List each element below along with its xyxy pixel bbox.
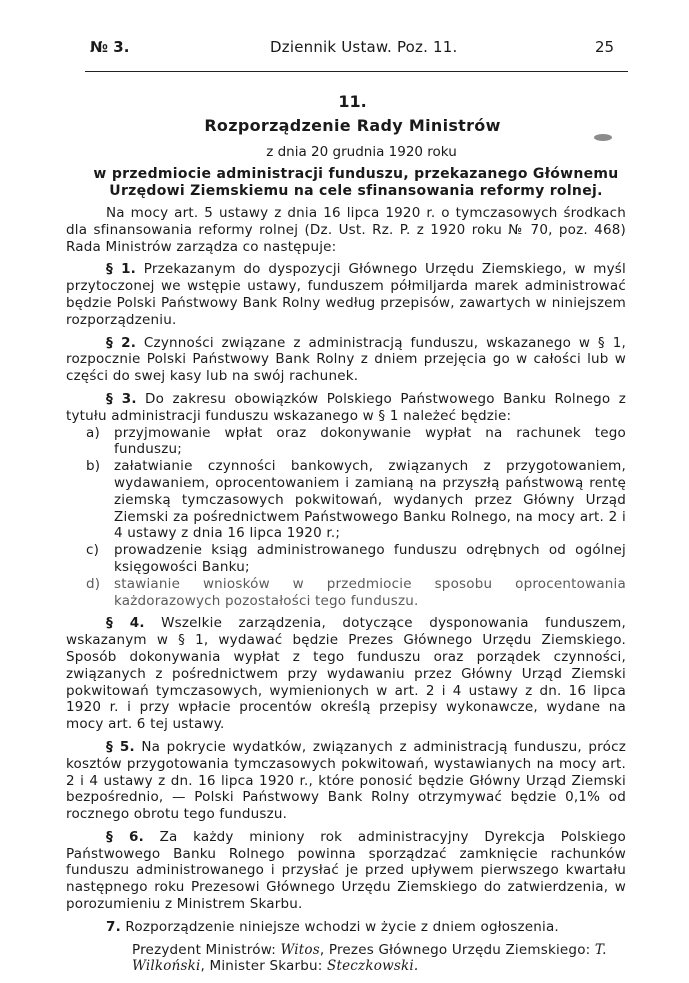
list-item <box>66 458 626 542</box>
list-item-text: stawianie wniosków w przedmiocie sposobu oprocentowania każdorazowych pozostałości tego funduszu. <box>114 575 626 609</box>
document-body <box>66 205 626 975</box>
signature-text: , Minister Skarbu: <box>200 958 323 975</box>
signature-lead: Prezydent Ministrów: <box>132 941 276 958</box>
section-text: Wszelkie zarządzenia, dotyczące dysponowania funduszem, wskazanym w § 1, wydawać będzie Prezes Głównego Urzędu Ziemskiego. Sposób dokonywania wypłat z tego funduszu oraz porządek czynności, związanych z pośrednictwem przy wydawaniu przez Główny Urząd Ziemski pokwitowań tymczasowych, wymienionych w art. 2 i 4 ustawy z dn. 16 lipca 1920 r. i przy wpłacie procentów określą przepisy wykonawcze, wydane na mocy art. 6 tej ustawy. <box>66 615 626 733</box>
list-item <box>66 542 626 576</box>
section-text: Za każdy miniony rok administracyjny Dyrekcja Polskiego Państwowego Banku Rolnego powinna sporządzać zamknięcie rachunków funduszu administrowanego i przysłać je przed upływem pierwszego kwartału następnego roku Prezesowi Głównego Urzędu Ziemskiego do zatwierdzenia, w porozumieniu z Ministrem Skarbu. <box>66 828 627 913</box>
list-item-text: prowadzenie ksiąg administrowanego funduszu odrębnych od ogólnej księgowości Banku; <box>114 542 626 575</box>
signature-prime-minister: Witos <box>280 941 320 958</box>
section-text: Do zakresu obowiązków Polskiego Państwowego Banku Rolnego z tytułu administracji funduszu wskazanego w § 1 należeć będzie: <box>66 390 626 424</box>
section-text: Rozporządzenie niniejsze wchodzi w życie z dniem ogłoszenia. <box>125 918 559 935</box>
document-date: z dnia 20 grudnia 1920 roku <box>266 144 457 160</box>
signature-block <box>66 942 626 976</box>
list-item-label: d) <box>86 575 101 592</box>
list-item <box>66 425 626 459</box>
signature-land-office: T. Wilkoński <box>132 941 607 975</box>
signature-text: , Prezes Głównego Urzędu Ziemskiego: <box>319 941 591 958</box>
issue-number: № 3. <box>90 38 130 56</box>
section-label: § 1. <box>106 261 136 278</box>
signature-treasury: Steczkowski. <box>327 958 419 975</box>
section-label: 7. <box>106 918 121 935</box>
section-label: § 5. <box>106 738 135 755</box>
page-number: 25 <box>595 38 615 56</box>
list-item <box>66 576 626 610</box>
section-3 <box>66 391 626 425</box>
section-label: § 4. <box>106 615 145 632</box>
section-text: Czynności związane z administracją funduszu, wskazanego w § 1, rozpocznie Polski Państwowy Bank Rolny z dniem przejęcia go w całości lub w części do swej kasy lub na swój rachunek. <box>66 334 626 385</box>
list-item-text: przyjmowanie wpłat oraz dokonywanie wypłat na rachunek tego funduszu; <box>114 424 626 458</box>
section-label: § 2. <box>106 334 137 351</box>
section-7 <box>66 919 626 936</box>
section-6 <box>66 829 626 913</box>
document-title: Rozporządzenie Rady Ministrów <box>204 116 501 135</box>
section-5 <box>66 739 626 823</box>
section-label: § 6. <box>106 828 144 845</box>
section-text: Na pokrycie wydatków, związanych z administracją funduszu, prócz kosztów przygotowania tymczasowych pokwitowań, wystawianych na mocy art. 2 i 4 ustawy z dn. 16 lipca 1920 r., które ponosić będzie Główny Urząd Ziemski bezpośrednio, — Polski Państwowy Bank Rolny otrzymywać będzie 0,1% od rocznego obrotu tego funduszu. <box>66 738 626 823</box>
list-item-label: c) <box>86 542 100 559</box>
document-subject: w przedmiocie administracji funduszu, przekazanego Głównemu Urzędowi Ziemskiemu na cele sfinansowania reformy rolnej. <box>93 166 619 199</box>
item-number: 11. <box>338 92 367 111</box>
list-item-text: załatwianie czynności bankowych, związanych z przygotowaniem, wydawaniem, oprocentowaniem i zamianą na przyszłą państwową rentę ziemską tymczasowych pokwitowań, wydanych przez Główny Urząd Ziemski za pośrednictwem Państwowego Banku Rolnego, na mocy art. 2 i 4 ustawy z dnia 16 lipca 1920 r.; <box>114 458 626 542</box>
section-1 <box>66 261 626 328</box>
running-header: Dziennik Ustaw. Poz. 11. <box>270 38 458 56</box>
section-label: § 3. <box>106 390 137 407</box>
preamble: Na mocy art. 5 ustawy z dnia 16 lipca 1920 r. o tymczasowych środkach dla sfinansowania reformy rolnej (Dz. Ust. Rz. P. z 1920 roku № 70, poz. 468) Rada Ministrów zarządza co następuje: <box>66 205 626 255</box>
list-item-label: a) <box>86 424 100 441</box>
section-4 <box>66 615 626 733</box>
ink-mark <box>594 134 612 141</box>
section-2 <box>66 335 626 385</box>
list-item-label: b) <box>86 458 101 475</box>
duties-list <box>66 425 626 610</box>
section-text: Przekazanym do dyspozycji Głównego Urzędu Ziemskiego, w myśl przytoczonej we wstępie ustawy, funduszem półmiljarda marek administrować będzie Polski Państwowy Bank Rolny według przepisów, zawartych w niniejszem rozporządzeniu. <box>66 261 626 328</box>
header-rule <box>85 71 628 72</box>
